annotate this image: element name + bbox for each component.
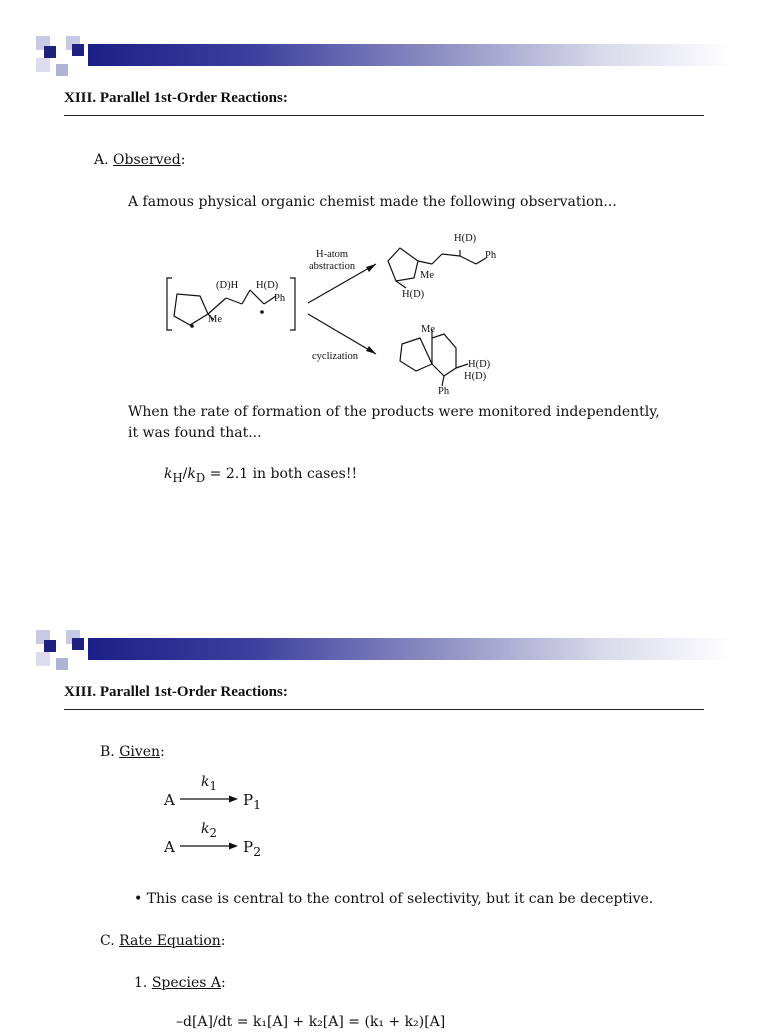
slide-2	[0, 620, 768, 1030]
reaction-2	[164, 819, 284, 863]
bottom-arrow-label: cyclization	[312, 351, 359, 362]
reactant-dh-label: (D)H	[216, 280, 239, 291]
product2-hd-2: H(D)	[464, 371, 487, 382]
product1-ph: Ph	[485, 250, 497, 261]
bullet-mark: •	[134, 891, 143, 907]
reaction-arrow	[180, 794, 240, 804]
result-line-2: it was found that...	[128, 425, 262, 441]
product2-ph: Ph	[438, 386, 450, 397]
banner-gradient-bar	[88, 44, 732, 66]
product-p2: $P_2$	[243, 838, 262, 859]
item-label: Species A	[151, 975, 221, 991]
ratio-slash: /	[182, 466, 188, 482]
slide-title: XIII. Parallel 1st-Order Reactions:	[64, 90, 704, 116]
reactant-hd-label: H(D)	[256, 280, 279, 291]
product1-me: Me	[420, 270, 434, 281]
banner-square	[56, 658, 68, 670]
product-p1: $P_1$	[243, 791, 262, 812]
banner-square	[72, 44, 84, 56]
rate-equation: –d[A]/dt = k₁[A] + k₂[A] = (k₁ + k₂)[A]	[176, 1014, 446, 1030]
reactant-me-label: Me	[208, 314, 222, 325]
section-letter: A.	[94, 152, 109, 168]
section-letter: B.	[100, 744, 115, 760]
top-arrow-label-1: H-atom	[316, 249, 349, 260]
item-colon: :	[221, 975, 226, 991]
section-colon: :	[180, 152, 186, 168]
section-colon: :	[220, 933, 226, 949]
section-c-heading	[100, 931, 226, 952]
section-label: Given	[119, 744, 161, 760]
product1-hd-bottom: H(D)	[402, 289, 425, 300]
banner-square	[36, 58, 50, 72]
bullet-point	[134, 889, 653, 910]
section-label: Rate Equation	[119, 933, 221, 949]
slide-banner	[36, 36, 732, 76]
section-letter: C.	[100, 933, 115, 949]
reactant-a: A	[164, 838, 175, 856]
product2-me: Me	[421, 324, 435, 335]
item-number: 1.	[134, 975, 148, 991]
section-label: Observed	[113, 152, 181, 168]
item-1-heading	[134, 973, 226, 994]
banner-square	[36, 652, 50, 666]
rate-constant: $k_1$	[201, 774, 217, 793]
intro-text: A famous physical organic chemist made the following observation...	[128, 194, 617, 210]
bullet-text: This case is central to the control of selectivity, but it can be deceptive.	[146, 891, 654, 907]
reaction-arrow	[180, 841, 240, 851]
slide-title: XIII. Parallel 1st-Order Reactions:	[64, 684, 704, 710]
section-a-heading	[94, 150, 186, 171]
ratio-k-d: k	[187, 466, 196, 482]
slide-banner	[36, 630, 732, 670]
ratio-rest: = 2.1 in both cases!!	[205, 466, 358, 482]
ratio-sub-h: H	[172, 470, 183, 485]
banner-square	[56, 64, 68, 76]
reaction-1	[164, 772, 284, 816]
reactant-a: A	[164, 791, 175, 809]
banner-gradient-bar	[88, 638, 732, 660]
top-arrow-label-2: abstraction	[309, 261, 356, 272]
kinetic-isotope-ratio	[164, 464, 357, 489]
ratio-k-h: k	[164, 466, 173, 482]
ratio-sub-d: D	[195, 470, 206, 485]
section-b-heading	[100, 742, 165, 763]
banner-square	[44, 46, 56, 58]
result-line-1: When the rate of formation of the products were monitored independently,	[128, 404, 660, 420]
reaction-scheme	[150, 226, 550, 402]
reactant-ph-label: Ph	[274, 293, 286, 304]
rate-constant: $k_2$	[201, 821, 217, 840]
product2-hd-1: H(D)	[468, 359, 491, 370]
banner-square	[44, 640, 56, 652]
section-colon: :	[160, 744, 165, 760]
banner-square	[72, 638, 84, 650]
product1-hd-top: H(D)	[454, 233, 477, 244]
